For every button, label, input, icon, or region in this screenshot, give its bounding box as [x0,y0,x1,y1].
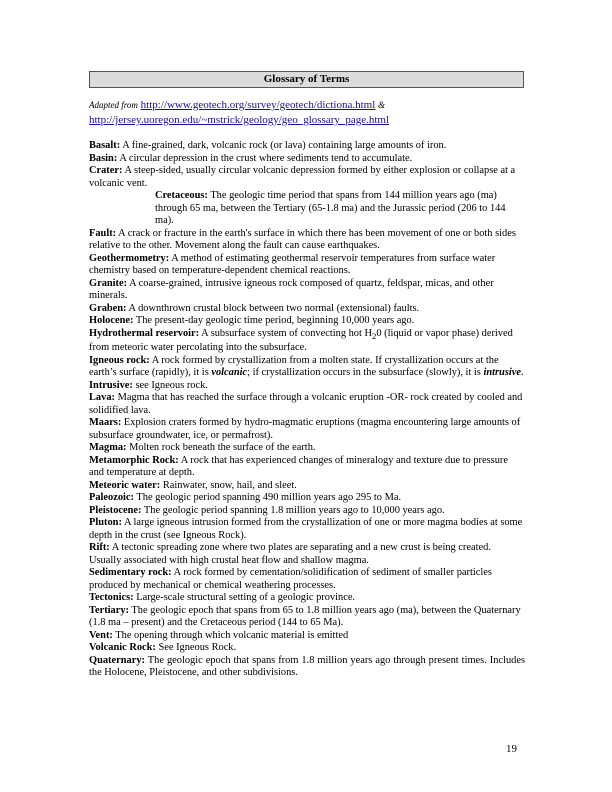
glossary-entry-quaternary [89,655,525,680]
glossary-entry-meteoric-water [89,480,525,493]
definition: The geologic epoch that spans from 1.8 million years ago through present times. Includes the Holocene, Pleistocene, and other subdivisions. [89,654,525,679]
definition: A downthrown crustal block between two normal (extensional) faults. [126,302,420,314]
definition: The geologic time period that spans from 144 million years ago (ma) through 65 ma, between the Tertiary (65-1.8 ma) and the Jurassic period (206 to 144 ma). [155,190,506,226]
definition-end: . [520,367,524,379]
term: Intrusive: [89,379,133,391]
definition: Molten rock beneath the surface of the earth. [126,442,316,454]
definition: A subsurface system of convecting hot H [199,327,372,339]
definition-cont: 0 (liquid or vapor phase) derived from meteoric water percolating into the subsurface. [89,327,513,354]
subscript: 2 [372,330,377,341]
page-number: 19 [506,743,517,755]
glossary-entry-tectonics [89,592,525,605]
definition: The geologic period spanning 1.8 million years ago to 10,000 years ago. [141,504,445,516]
glossary-entry-graben [89,303,525,316]
glossary-entry-crater [89,165,525,190]
term: Igneous rock: [89,354,150,366]
definition: The opening through which volcanic material is emitted [112,629,349,641]
emphasis-volcanic: volcanic [211,367,248,379]
term: Hydrothermal reservoir: [89,327,200,339]
emphasis-intrusive: intrusive [483,367,521,379]
source-attribution [89,98,529,128]
glossary-entry-tertiary [89,605,525,630]
glossary-entry-cretaceous [89,190,525,228]
glossary-entry-vent [89,630,525,643]
definition: A fine-grained, dark, volcanic rock (or lava) containing large amounts of iron. [120,140,447,151]
glossary-entry-basalt [89,140,525,153]
term: Tectonics: [89,592,134,604]
glossary-entry-volcanic-rock [89,642,525,655]
definition: The geologic period spanning 490 million years ago 295 to Ma. [134,492,402,504]
glossary-entry-hydrothermal-reservoir [89,328,525,355]
glossary-entry-lava [89,392,525,417]
definition: The present-day geologic time period, beginning 10,000 years ago. [133,315,415,326]
term: Paleozoic: [89,492,135,504]
term: Granite: [89,277,128,289]
glossary-entry-fault [89,228,525,253]
term: Magma: [89,442,127,454]
term: Graben: [89,302,127,314]
glossary-entry-geothermometry [89,253,525,278]
glossary-entry-basin [89,153,525,166]
ampersand: & [378,100,386,110]
glossary-entry-igneous-rock [89,355,525,380]
term: Rift: [89,542,110,554]
definition: A method of estimating geothermal reservoir temperatures from surface water chemistry based on temperature-dependent chemical reactions. [89,252,496,276]
glossary-title: Glossary of Terms [89,71,524,88]
definition: Rainwater, snow, hail, and sleet. [160,479,297,491]
term: Tertiary: [89,604,130,616]
definition: A rock that has experienced changes of mineralogy and texture due to pressure and temperature at depth. [89,454,508,479]
glossary-entry-metamorphic-rock [89,455,525,480]
term: Fault: [89,227,117,239]
definition: Explosion craters formed by hydro-magmatic eruptions (magma encountering large amounts of subsurface groundwater, ice, or permafrost). [89,417,521,441]
definition: A rock formed by cementation/solidification of sediment of smaller particles produced by mechanical or chemical weathering processes. [89,567,492,591]
term: Vent: [89,629,113,641]
glossary-list [89,140,525,680]
term: Basalt: [89,140,121,151]
term: Metamorphic Rock: [89,454,179,466]
term: Sedimentary rock: [89,567,172,579]
definition: A tectonic spreading zone where two plates are separating and a new crust is being created. Usually associated with high crustal heat flow and shallow magma. [89,542,491,566]
definition-cont: ; if crystallization occurs in the subsurface (slowly), it is [247,367,484,379]
definition: Magma that has reached the surface through a volcanic eruption -OR- rock created by cooled and solidified lava. [89,392,523,416]
term: Volcanic Rock: [89,642,156,654]
term: Cretaceous: [155,190,208,201]
glossary-entry-sedimentary-rock [89,567,525,592]
definition: A large igneous intrusion formed from the crystallization of one or more magma bodies at some depth in the crust (see Igneous Rock). [89,517,523,541]
term: Maars: [89,417,122,429]
definition: A steep-sided, usually circular volcanic depression formed by either explosion or collapse at a volcanic vent. [89,165,516,189]
term: Quaternary: [89,654,145,666]
term: Meteoric water: [89,479,161,491]
term: Geothermometry: [89,252,170,264]
term: Pleistocene: [89,504,142,516]
definition: A circular depression in the crust where sediments tend to accumulate. [117,152,413,164]
glossary-entry-paleozoic [89,492,525,505]
definition: A crack or fracture in the earth's surface in which there has been movement of one or both sides relative to the other. Movement along the fault can cause earthquakes. [89,227,516,251]
glossary-entry-rift [89,542,525,567]
definition: A coarse-grained, intrusive igneous rock composed of quartz, feldspar, micas, and other minerals. [89,277,494,301]
term: Lava: [89,392,115,404]
glossary-entry-granite [89,278,525,303]
source-link-uoregon[interactable]: http://jersey.uoregon.edu/~mstrick/geology/geo_glossary_page.html [89,114,390,126]
definition: Large-scale structural setting of a geologic province. [133,592,356,604]
definition: A rock formed by crystallization from a molten state. If crystallization occurs at the earth’s surface (rapidly), it is [89,354,499,379]
term: Crater: [89,165,123,176]
glossary-entry-maars [89,417,525,442]
glossary-entry-pleistocene [89,505,525,518]
glossary-entry-holocene [89,315,525,328]
adapted-from-label: Adapted from [89,100,138,110]
definition: The geologic epoch that spans from 65 to 1.8 million years ago (ma), between the Quaternary (1.8 ma – present) and the Cretaceous period (144 to 65 Ma). [89,604,521,629]
term: Basin: [89,152,118,164]
glossary-entry-magma [89,442,525,455]
source-link-geotech[interactable]: http://www.geotech.org/survey/geotech/dictiona.html [140,99,376,111]
term: Holocene: [89,315,134,326]
definition: see Igneous rock. [132,379,208,391]
glossary-entry-pluton [89,517,525,542]
term: Pluton: [89,517,122,529]
glossary-entry-intrusive [89,380,525,393]
definition: See Igneous Rock. [155,642,237,654]
